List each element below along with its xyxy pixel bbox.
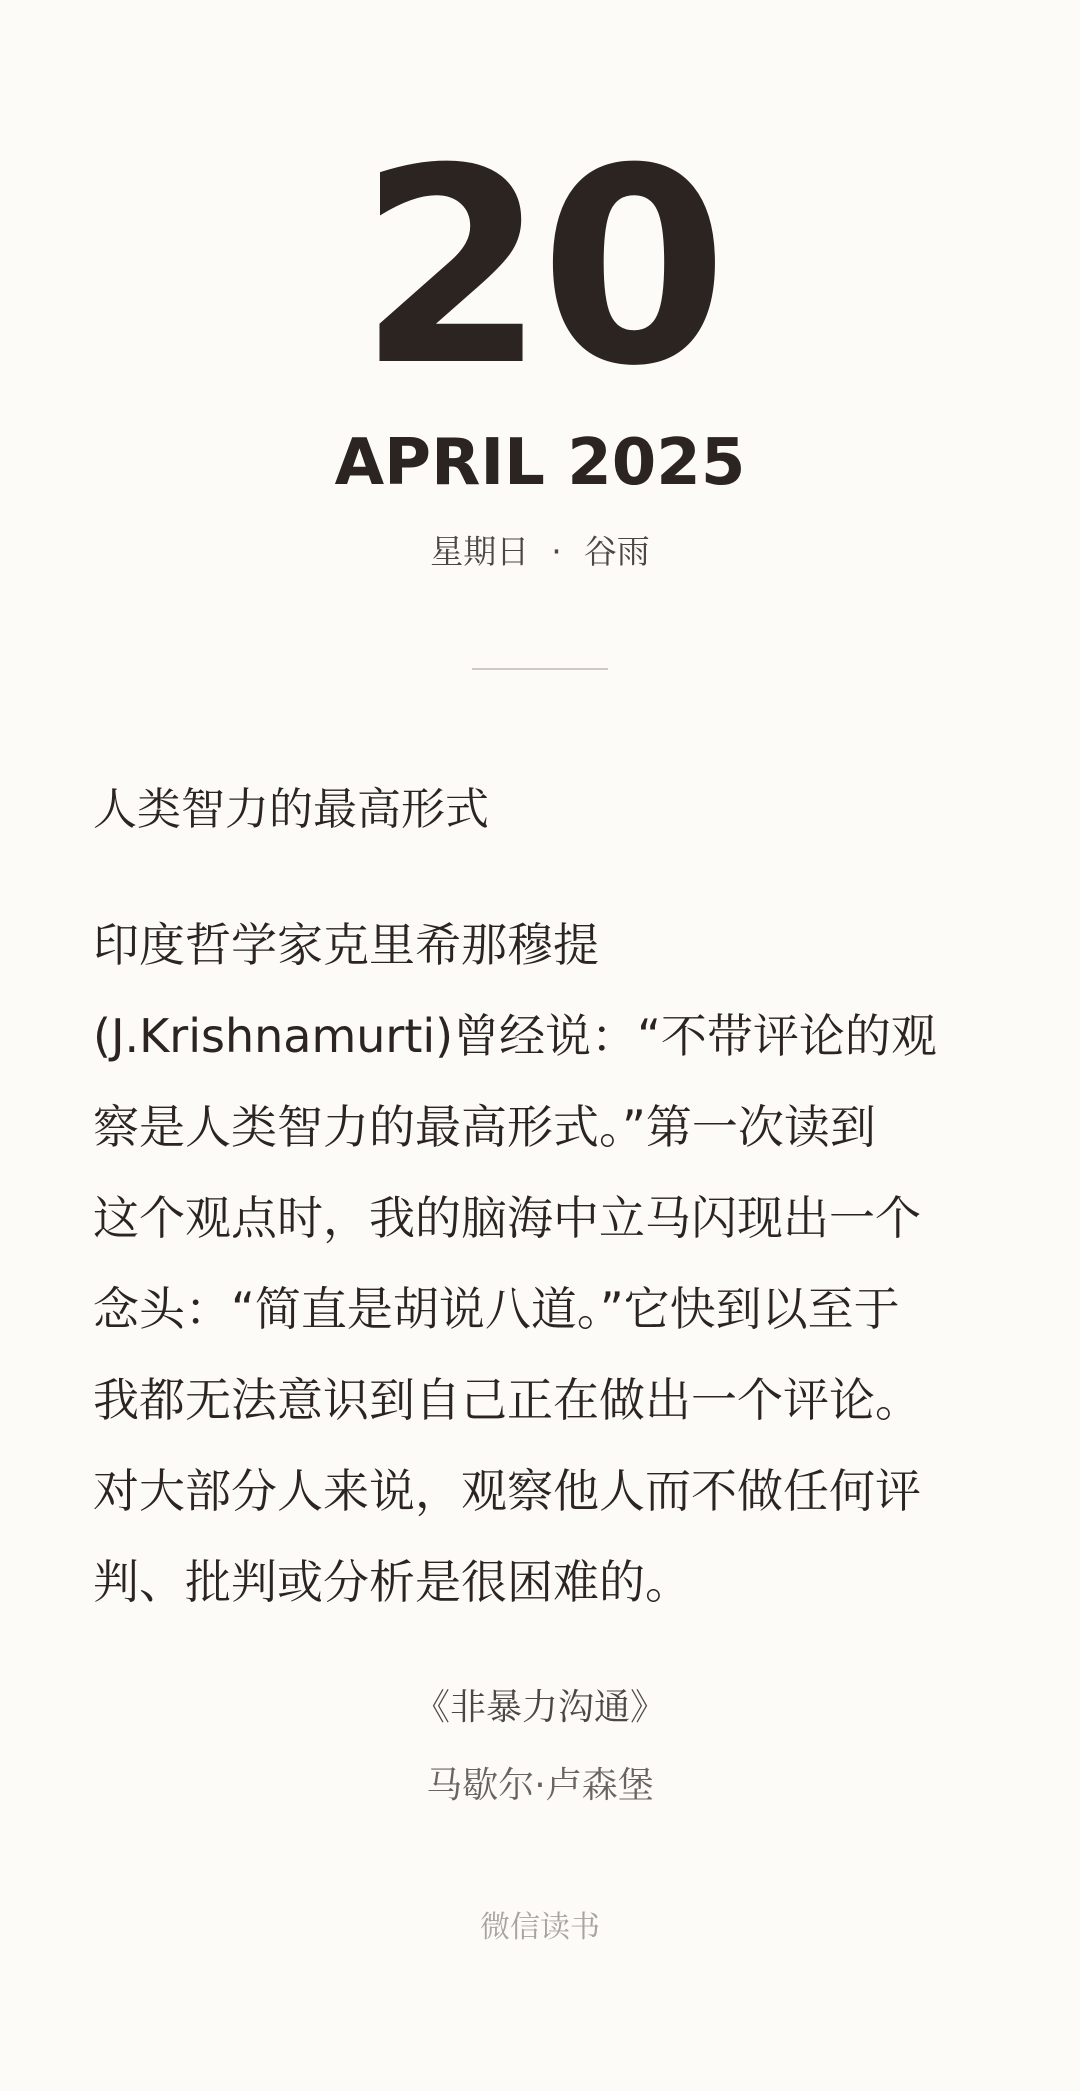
excerpt-line: 这个观点时，我的脑海中立马闪现出一个 <box>93 1191 921 1245</box>
excerpt-line: 对大部分人来说，观察他人而不做任何评 <box>93 1464 921 1518</box>
weekday-line <box>0 530 1080 574</box>
excerpt-title: 人类智力的最高形式 <box>93 784 489 835</box>
excerpt-line: 判、批判或分析是很困难的。 <box>93 1555 691 1609</box>
excerpt-body <box>93 900 993 1628</box>
excerpt-line: 察是人类智力的最高形式。”第一次读到 <box>93 1100 876 1154</box>
book-author: 马歇尔·卢森堡 <box>426 1765 654 1806</box>
divider <box>472 668 608 670</box>
day-number: 20 <box>358 110 722 425</box>
book-title: 《非暴力沟通》 <box>413 1687 666 1728</box>
excerpt-line: 印度哲学家克里希那穆提 <box>93 918 599 972</box>
excerpt-line: 念头：“简直是胡说八道。”它快到以至于 <box>93 1282 900 1336</box>
excerpt-line: 我都无法意识到自己正在做出一个评论。 <box>93 1373 921 1427</box>
weekday: 星期日 <box>430 532 530 571</box>
separator-dot: · <box>551 532 562 571</box>
month-year: APRIL 2025 <box>334 426 746 500</box>
solar-term: 谷雨 <box>583 532 650 571</box>
brand-name: 微信读书 <box>480 1910 600 1945</box>
excerpt-line: (J.Krishnamurti)曾经说：“不带评论的观 <box>93 1009 937 1063</box>
